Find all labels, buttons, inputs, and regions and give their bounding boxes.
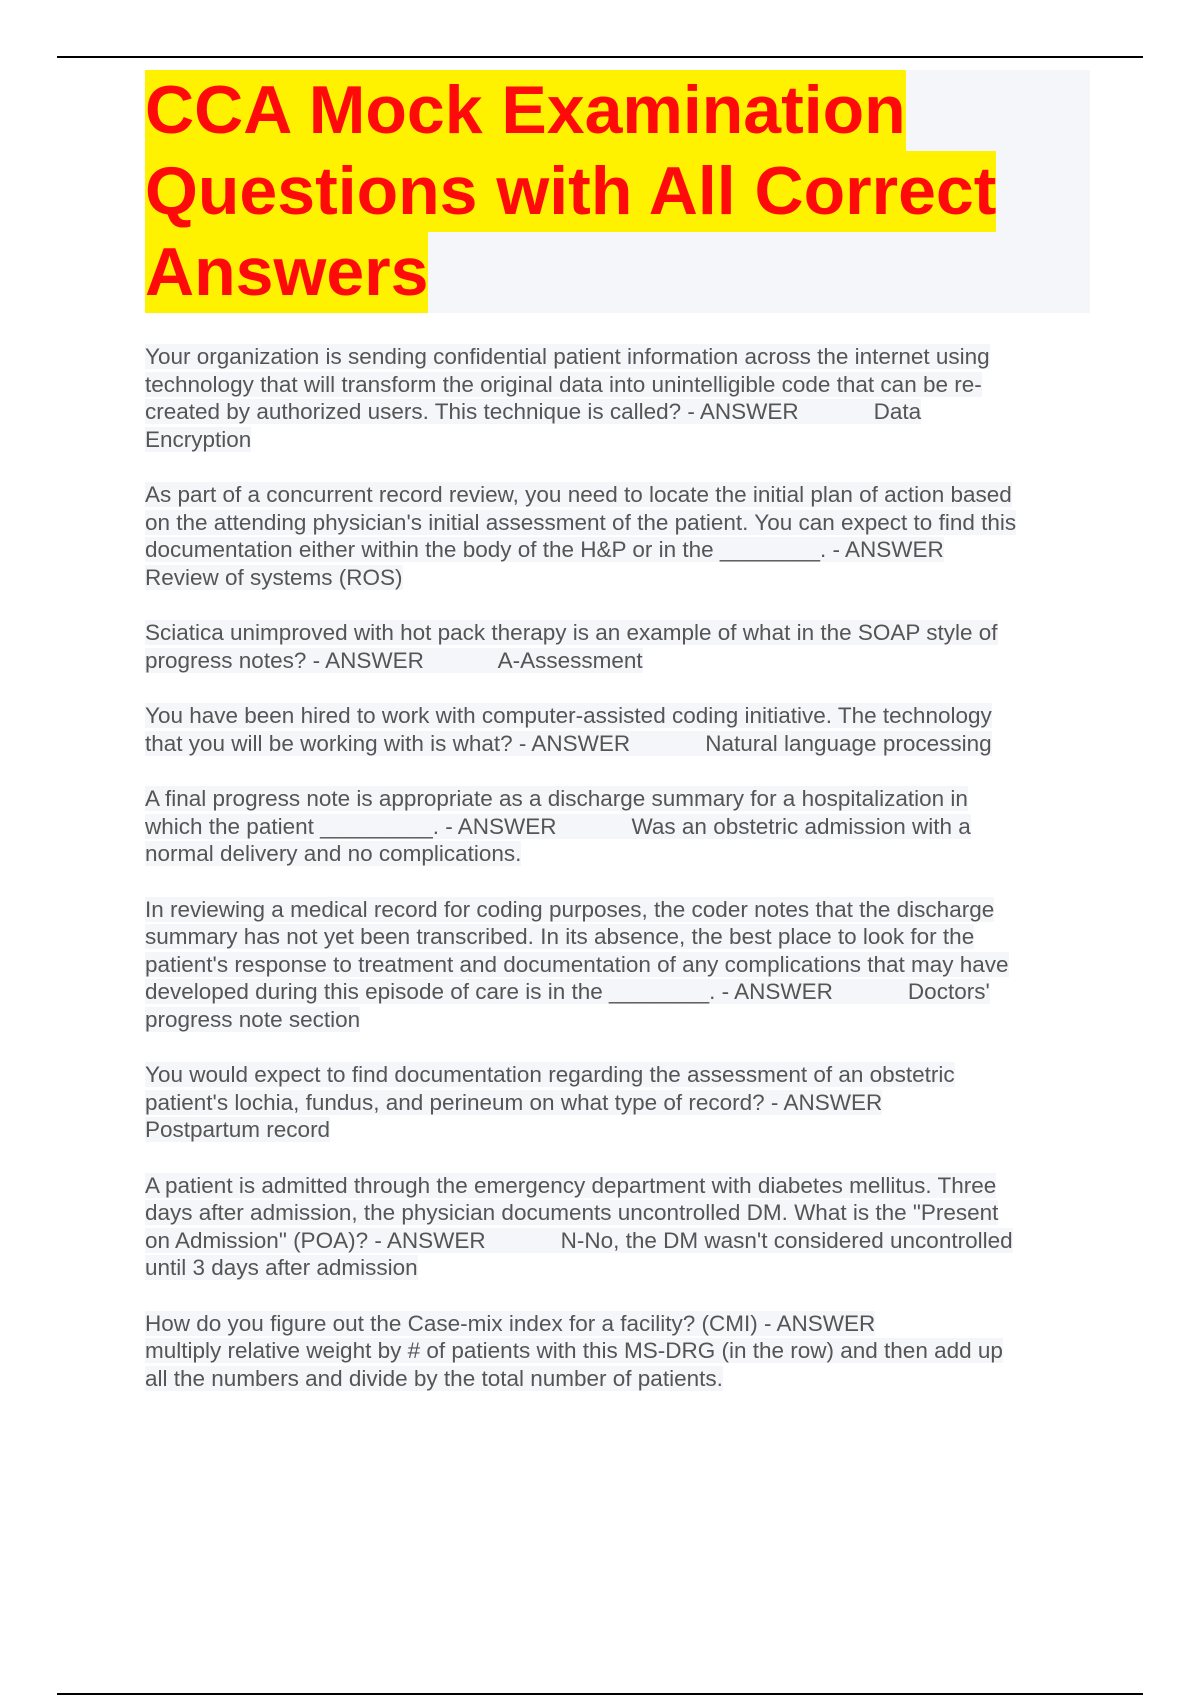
qa-line-text: You would expect to find documentation regarding the assessment of an obstetric [145, 1062, 955, 1087]
document-title [145, 70, 1090, 313]
qa-line-text: A patient is admitted through the emergency department with diabetes mellitus. Three [145, 1172, 997, 1198]
qa-line [145, 951, 1090, 979]
qa-line-text: patient's lochia, fundus, and perineum on what type of record? - ANSWER [145, 1089, 883, 1115]
qa-line-text: which the patient _________. - ANSWER Was an obstetric admission with a [145, 813, 971, 839]
qa-item [145, 896, 1090, 1034]
qa-item [145, 1172, 1090, 1282]
qa-line-text: How do you figure out the Case-mix index for a facility? (CMI) - ANSWER [145, 1310, 876, 1336]
qa-line [145, 343, 1090, 371]
qa-line-text: Encryption [145, 426, 252, 452]
qa-item [145, 785, 1090, 868]
qa-line [145, 536, 1090, 564]
qa-line [145, 1116, 1090, 1144]
qa-line-text: Review of systems (ROS) [145, 564, 403, 590]
qa-line-text: multiply relative weight by # of patients with this MS-DRG (in the row) and then add up [145, 1338, 1003, 1363]
qa-line-text: days after admission, the physician documents uncontrolled DM. What is the "Present [145, 1200, 999, 1225]
qa-line [145, 896, 1090, 924]
title-line: Questions with All Correct [145, 151, 996, 232]
qa-line [145, 840, 1090, 868]
qa-item [145, 1061, 1090, 1144]
qa-line-text: Postpartum record [145, 1117, 331, 1142]
title-line: CCA Mock Examination [145, 70, 906, 151]
qa-line [145, 1061, 1090, 1089]
qa-line [145, 371, 1090, 399]
bottom-rule [57, 1693, 1143, 1695]
qa-line-text: You have been hired to work with computer-assisted coding initiative. The technology [145, 703, 992, 728]
qa-line-text: As part of a concurrent record review, you need to locate the initial plan of action based [145, 482, 1012, 507]
qa-line-text: on the attending physician's initial assessment of the patient. You can expect to find this [145, 509, 1017, 535]
qa-line-text: until 3 days after admission [145, 1255, 418, 1280]
qa-line-text: progress note section [145, 1006, 361, 1032]
qa-line [145, 426, 1090, 454]
qa-line-text: Your organization is sending confidential patient information across the internet using [145, 344, 990, 369]
qa-line [145, 1199, 1090, 1227]
title-line: Answers [145, 232, 428, 313]
qa-item [145, 702, 1090, 757]
qa-line [145, 1254, 1090, 1282]
qa-line [145, 813, 1090, 841]
qa-item [145, 343, 1090, 453]
qa-line-text: developed during this episode of care is in the ________. - ANSWER Doctors' [145, 979, 990, 1004]
qa-line-text: that you will be working with is what? - ANSWER Natural language processing [145, 730, 992, 756]
question-answer-list [145, 343, 1090, 1392]
qa-line-text: summary has not yet been transcribed. In its absence, the best place to look for the [145, 924, 975, 949]
qa-line-text: progress notes? - ANSWER A-Assessment [145, 647, 643, 673]
qa-line [145, 730, 1090, 758]
qa-line-text: documentation either within the body of the H&P or in the ________. - ANSWER [145, 537, 944, 562]
qa-line [145, 1365, 1090, 1393]
qa-line [145, 619, 1090, 647]
qa-line [145, 978, 1090, 1006]
qa-line [145, 1227, 1090, 1255]
qa-line [145, 1172, 1090, 1200]
qa-line-text: Sciatica unimproved with hot pack therapy is an example of what in the SOAP style of [145, 620, 998, 645]
qa-line-text: patient's response to treatment and documentation of any complications that may have [145, 951, 1009, 977]
qa-line [145, 923, 1090, 951]
qa-line [145, 1337, 1090, 1365]
qa-line-text: all the numbers and divide by the total number of patients. [145, 1365, 723, 1391]
qa-line [145, 481, 1090, 509]
qa-line [145, 1310, 1090, 1338]
qa-line-text: In reviewing a medical record for coding purposes, the coder notes that the discharge [145, 896, 995, 922]
qa-line [145, 785, 1090, 813]
qa-line [145, 1089, 1090, 1117]
qa-item [145, 1310, 1090, 1393]
qa-line-text: normal delivery and no complications. [145, 841, 522, 866]
document-body [145, 70, 1090, 1420]
qa-line [145, 509, 1090, 537]
qa-item [145, 481, 1090, 591]
qa-line-text: on Admission" (POA)? - ANSWER N-No, the DM wasn't considered uncontrolled [145, 1227, 1013, 1253]
qa-line [145, 647, 1090, 675]
top-rule [57, 56, 1143, 58]
qa-line-text: created by authorized users. This technique is called? - ANSWER Data [145, 399, 922, 424]
qa-line [145, 702, 1090, 730]
qa-line [145, 564, 1090, 592]
qa-line [145, 398, 1090, 426]
qa-line-text: technology that will transform the original data into unintelligible code that can be re- [145, 371, 982, 397]
qa-line-text: A final progress note is appropriate as a discharge summary for a hospitalization in [145, 786, 968, 811]
qa-item [145, 619, 1090, 674]
qa-line [145, 1006, 1090, 1034]
